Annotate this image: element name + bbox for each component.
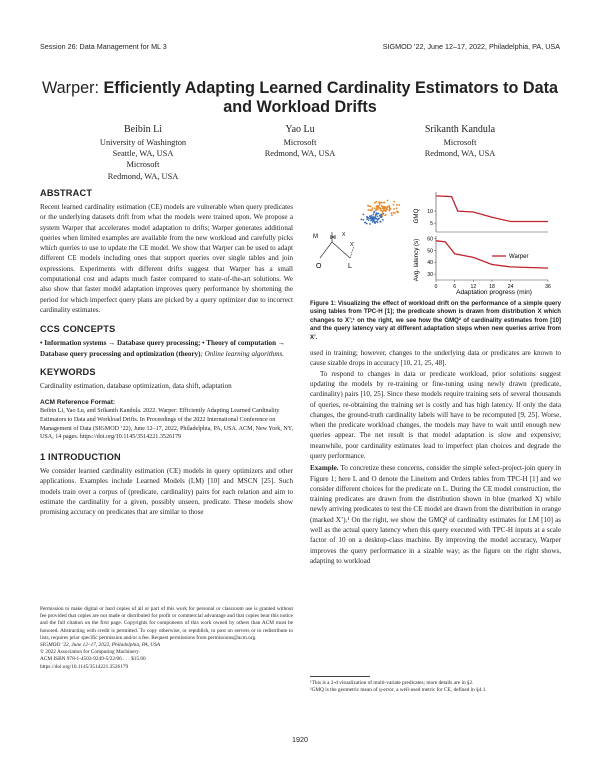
scatter-point-x xyxy=(373,221,375,223)
right-column xyxy=(310,300,561,566)
scatter-point-xprime xyxy=(387,206,389,208)
scatter-point-x xyxy=(371,219,373,221)
predicate-distribution-plot xyxy=(320,200,400,258)
scatter-label-x: X xyxy=(342,232,346,238)
permission-copyright: © 2022 Association for Computing Machinery. xyxy=(40,649,140,656)
scatter-point-xprime xyxy=(389,208,391,210)
scatter-point-xprime xyxy=(383,202,385,204)
scatter-point-xprime xyxy=(385,209,387,211)
scatter-point-x xyxy=(373,219,375,221)
scatter-point-xprime xyxy=(374,202,376,204)
author-affiliation: Redmond, WA, USA xyxy=(107,171,179,181)
x-tick-label: 0 xyxy=(434,284,438,290)
author-block xyxy=(68,124,218,182)
author-name: Srikanth Kandula xyxy=(424,124,496,135)
page-number: 1920 xyxy=(292,735,308,744)
scatter-point-xprime xyxy=(385,214,387,216)
permission-doi: https://doi.org/10.1145/3514221.3526179 xyxy=(40,663,129,670)
scatter-point-xprime xyxy=(382,208,384,210)
scatter-point-xprime xyxy=(371,207,373,209)
abstract-text: Recent learned cardinality estimation (CE) models are vulnerable when query predicates or the underlying datasets drift from what the models were trained upon. We propose a system Warper that accelerates model adaptation to drifts; Warper generates additional queries when limited examples are available from the new workload and carefully picks which queries to use to update the CE model. We show that Warper can be used to adapt different CE models including ones that support queries over single tables and join expressions. Experiments with different drifts suggest that Warper has a small computational cost and adapts much faster compared to state-of-the-art solutions. We also show that faster model adaptation improves query performance by shortening the period for which imperfect query plans are picked by a query optimizer due to incorrect cardinality estimates. xyxy=(40,203,293,314)
scatter-point-xprime xyxy=(394,212,396,214)
paragraph xyxy=(310,463,561,566)
series-line-warper xyxy=(436,196,548,222)
x-tick-label: 18 xyxy=(489,284,495,290)
author-affiliation: Microsoft xyxy=(283,138,317,147)
scatter-point-xprime xyxy=(396,211,398,213)
scatter-point-x xyxy=(377,216,379,218)
intro-heading: 1 INTRODUCTION xyxy=(40,451,121,462)
author-name: Yao Lu xyxy=(285,124,315,135)
author-affiliation: Seattle, WA, USA xyxy=(112,149,174,159)
scatter-point-x xyxy=(366,216,368,218)
scatter-point-xprime xyxy=(382,210,384,212)
figure-caption: Figure 1: Visualizing the effect of workload drift on the performance of a simple query using tables from TPC-H [1]; the predicate shown is drawn from distribution X which changes to X’;¹ on the right, we see how the GMQ² of cardinality estimates from [10] and the query latency vary at different adaptation steps when new queries arrive from X’. xyxy=(310,300,561,341)
figure-1 xyxy=(310,184,562,296)
author-affiliation: Redmond, WA, USA xyxy=(424,149,496,159)
paragraph: used in training; however, changes to the underlying data or predicates are known to cause sizable drops in accuracy [10, 21, 25, 48]. xyxy=(310,349,561,368)
scatter-point-xprime xyxy=(379,204,381,206)
title-main: Efficiently Adapting Learned Cardinality Estimators to Data and Workload Drifts xyxy=(103,79,558,116)
scatter-point-xprime xyxy=(388,205,390,207)
author-affiliation: Microsoft xyxy=(443,138,477,147)
join-edge xyxy=(332,242,350,258)
permission-isbn: ACM ISBN 978-1-4503-9249-5/22/06 . . . $15.00 xyxy=(40,656,146,663)
left-column xyxy=(40,188,293,517)
scatter-label-o: O xyxy=(316,263,322,270)
scatter-label-xprime: X’ xyxy=(350,242,355,248)
author-name: Beibin Li xyxy=(123,124,163,135)
scatter-point-x xyxy=(362,219,364,221)
footnote: ²GMQ is the geometric mean of q-error, a well-used metric for CE, defined in §4.1. xyxy=(310,687,487,694)
scatter-point-x xyxy=(371,216,373,218)
scatter-point-xprime xyxy=(393,212,395,214)
scatter-point-xprime xyxy=(384,207,386,209)
scatter-point-xprime xyxy=(393,204,395,206)
latency-axis-label: Avg. latency (s) xyxy=(413,238,420,282)
permission-block xyxy=(40,606,293,671)
scatter-label-l: L xyxy=(348,263,352,270)
scatter-point-xprime xyxy=(377,208,379,210)
footnote: ¹This is a 2-d visualization of multi-variate predicates; more details are in §2. xyxy=(310,680,474,686)
x-axis-label: Adaptation progress (min) xyxy=(456,289,532,296)
keywords-text: Cardinality estimation, database optimization, data shift, adaptation xyxy=(40,381,232,390)
series-line-warper xyxy=(436,241,548,268)
example-lead: Example. xyxy=(310,464,339,473)
intro-text: We consider learned cardinality estimation (CE) models in query optimizers and other applications. Examples include Learned Models (LM) [10] and MSCN [25]. Such models train over a corpus of (predicate, cardinality) pairs for each relation and aim to estimate the cardinality for a given, possibly unseen, predicate. These models show promising accuracy on predicates that are similar to those xyxy=(40,466,293,517)
author-block xyxy=(385,124,535,159)
scatter-point-x xyxy=(382,219,384,221)
x-tick-label: 6 xyxy=(453,284,457,290)
scatter-point-x xyxy=(375,214,377,216)
running-header-left: Session 26: Data Management for ML 3 xyxy=(40,42,167,51)
scatter-point-xprime xyxy=(371,209,373,211)
scatter-point-x xyxy=(361,219,363,221)
scatter-point-xprime xyxy=(396,207,398,209)
y-tick-label: 60 xyxy=(427,236,433,243)
gmq-axis-label: GMQ xyxy=(413,208,420,224)
y-tick-label: 10 xyxy=(427,209,433,216)
paper-title xyxy=(40,79,560,117)
title-prefix: Warper: xyxy=(42,79,104,97)
x-tick-label: 36 xyxy=(545,284,551,290)
y-tick-label: 30 xyxy=(427,272,433,279)
scatter-point-xprime xyxy=(379,207,381,209)
join-symbol: ⋈ xyxy=(330,235,336,241)
ccs-heading: CCS CONCEPTS xyxy=(40,324,116,335)
author-block xyxy=(225,124,375,159)
scatter-point-x xyxy=(376,213,378,215)
scatter-point-xprime xyxy=(374,207,376,209)
scatter-point-xprime xyxy=(381,205,383,207)
y-tick-label: 40 xyxy=(427,260,433,267)
scatter-point-xprime xyxy=(369,209,371,211)
scatter-point-x xyxy=(372,214,374,216)
join-edge xyxy=(320,242,332,258)
legend-label: Warper xyxy=(509,254,529,260)
footnote-rule xyxy=(310,676,370,677)
author-affiliation: Redmond, WA, USA xyxy=(264,149,336,159)
example-text: To concretize these concerns, consider the simple select-project-join query in Figure 1; here L and O denote the Lineitem and Orders tables from TPC-H [1] and we consider different choices for the predicate on L. During the CE model construction, the training predicates are drawn from the distribution shown in blue (marked X) while newly arriving predicates to test the CE model are drawn from the distribution in orange (marked X’).¹ On the right, we show the GMQ² of cardinality estimates for LM [10] as well as the actual query latency when this query executed with TPC-H inputs at a scale factor of 10 on a desktop-class machine. By improving the model accuracy, Warper improves the query performance in a sizable way; as the figure on the right shows, adapting to workload xyxy=(310,464,561,565)
running-header-right: SIGMOD ’22, June 12–17, 2022, Philadelphia, PA, USA xyxy=(382,42,560,51)
scatter-point-x xyxy=(372,221,374,223)
scatter-point-xprime xyxy=(367,209,369,211)
scatter-point-x xyxy=(373,211,375,213)
scatter-point-xprime xyxy=(393,208,395,210)
scatter-point-xprime xyxy=(390,212,392,214)
y-tick-label: 5 xyxy=(430,221,433,228)
scatter-point-x xyxy=(381,216,383,218)
scatter-label-m: M xyxy=(313,234,318,240)
scatter-point-xprime xyxy=(378,201,380,203)
scatter-point-x xyxy=(362,214,364,216)
scatter-point-x xyxy=(368,219,370,221)
latency-chart xyxy=(427,236,551,290)
ccs-concept-3: ; Online learning algorithms. xyxy=(200,349,285,358)
scatter-point-x xyxy=(377,218,379,220)
author-affiliation: Microsoft xyxy=(126,160,160,170)
figure-1-graphic xyxy=(310,184,562,296)
gmq-chart xyxy=(427,192,548,232)
scatter-point-x xyxy=(366,218,368,220)
scatter-point-xprime xyxy=(376,206,378,208)
keywords-heading: KEYWORDS xyxy=(40,366,96,377)
scatter-point-xprime xyxy=(381,202,383,204)
permission-text: Permission to make digital or hard copies of all or part of this work for personal or classroom use is granted without fee provided that copies are not made or distributed for profit or commercial advantage and that copies bear this notice and the full citation on the first page. Copyrights for components of this work owned by others than ACM must be honored. Abstracting with credit is permitted. To copy otherwise, or republish, to post on servers or to redistribute to lists, requires prior specific permission and/or a fee. Request permissions from permissions@acm.org. xyxy=(40,606,293,641)
ccs-concept-2: • Theory of computation → Database query processing and optimization (theory) xyxy=(40,339,285,358)
scatter-point-xprime xyxy=(367,205,369,207)
scatter-point-x xyxy=(366,223,368,225)
scatter-point-x xyxy=(379,221,381,223)
scatter-point-xprime xyxy=(398,204,400,206)
scatter-point-x xyxy=(369,223,371,225)
footnotes xyxy=(310,676,561,694)
scatter-point-xprime xyxy=(387,200,389,202)
abstract-heading: ABSTRACT xyxy=(40,188,93,198)
x-tick-label: 24 xyxy=(507,284,514,290)
ccs-text xyxy=(40,338,293,359)
paragraph: To respond to changes in data or predicate workload, prior solutions suggest updating the models by re-training or fine-tuning using newly drawn (predicate, cardinality) pairs [10, 25]. Since these models require training sets of several thousands of queries, re-obtaining the training set is costly and has high latency. If only the data changes, the ground-truth cardinality labels will have to be recomputed [9, 25]. Worse, when the predicate workload changes, the models may have to wait until enough new queries appear. The net result is that model adaptation is slow and expensive; meanwhile, poor cardinality estimates lead to imperfect plan choices and degrade the query performance. xyxy=(310,369,561,460)
scatter-point-xprime xyxy=(393,201,395,203)
scatter-point-x xyxy=(377,221,379,223)
acm-ref-text: Beibin Li, Yao Lu, and Srikanth Kandula. 2022. Warper: Efficiently Adapting Learned Cardinality Estimators to Data and Workload Drifts. In Proceedings of the 2022 International Conference on Management of Data (SIGMOD ’22), June 12–17, 2022, Philadelphia, PA, USA. ACM, New York, NY, USA, 14 pages. https://doi.org/10.1145/3514221.3526179 xyxy=(40,408,293,441)
scatter-point-xprime xyxy=(396,204,398,206)
scatter-point-x xyxy=(375,218,377,220)
acm-ref-heading: ACM Reference Format: xyxy=(40,399,116,407)
permission-venue: SIGMOD ’22, June 12–17, 2022, Philadelphia, PA, USA xyxy=(40,642,160,649)
y-tick-label: 50 xyxy=(427,248,433,255)
author-affiliation: University of Washington xyxy=(99,138,187,147)
x-tick-label: 12 xyxy=(470,284,477,290)
scatter-point-x xyxy=(382,213,384,215)
ccs-concept-1: • Information systems → Database query processing; xyxy=(40,339,201,348)
scatter-point-xprime xyxy=(391,214,393,216)
